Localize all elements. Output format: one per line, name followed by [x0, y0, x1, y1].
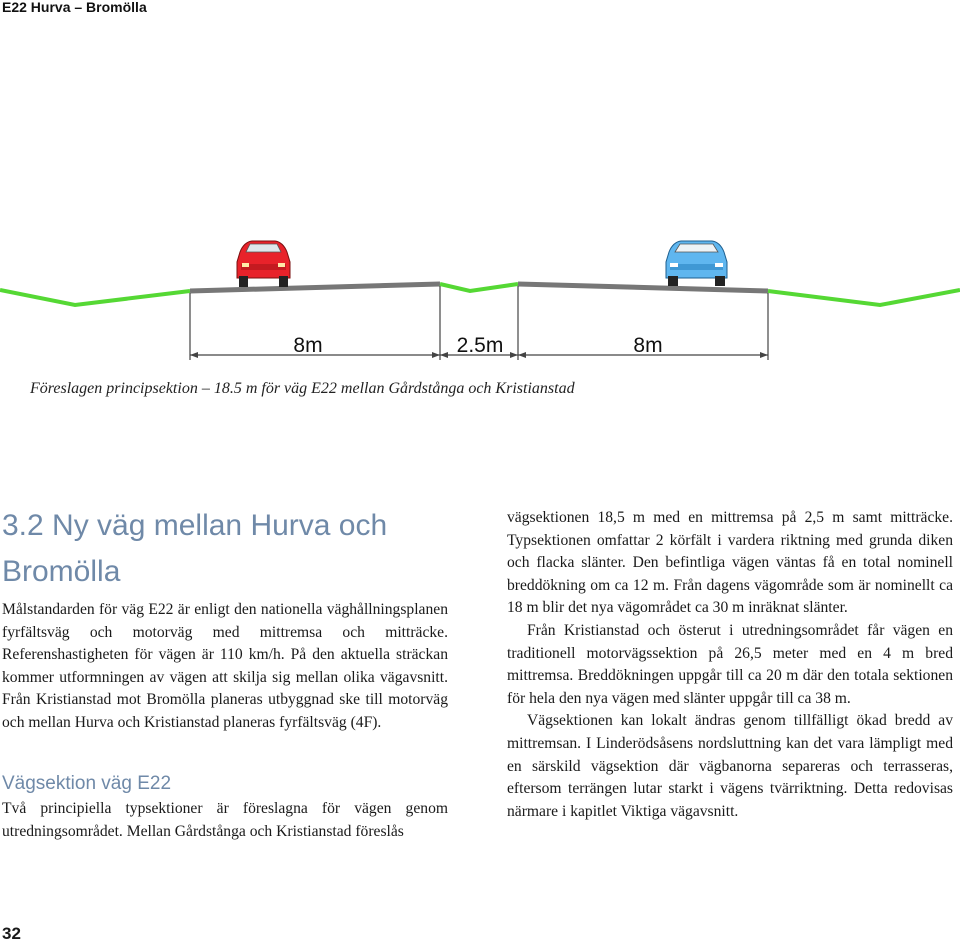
- median-grass: [440, 284, 518, 291]
- figure-caption: Föreslagen principsektion – 18.5 m för väg E22 mellan Gårdstånga och Kristianstad: [30, 380, 575, 397]
- right-grass-slope: [768, 290, 960, 305]
- red-car-icon: [237, 241, 290, 287]
- left-carriageway: [190, 284, 440, 291]
- road-cross-section-figure: [0, 190, 960, 360]
- blue-car-icon: [666, 241, 727, 286]
- running-header: E22 Hurva – Bromölla: [2, 0, 147, 15]
- dimension-label-median: 2.5m: [456, 334, 504, 357]
- section-heading: 3.2 Ny väg mellan Hurva och Bromölla: [2, 509, 388, 588]
- left-column-section: [2, 798, 448, 843]
- left-column-intro: [2, 599, 448, 735]
- right-column: [507, 507, 953, 823]
- paragraph-type-sections: Två principiella typsektioner är föreslagna för vägen genom utredningsområdet. Mellan Gårdstånga och Kristianstad föreslås: [2, 800, 448, 840]
- left-grass-slope: [0, 290, 190, 305]
- dimension-label-right: 8m: [633, 334, 663, 357]
- page-number: 32: [2, 924, 21, 943]
- dimension-label-left: 8m: [293, 334, 323, 357]
- paragraph-local-changes: Vägsektionen kan lokalt ändras genom tillfälligt ökad bredd av mittremsan. I Linderödsåsens nordsluttning kan det vara lämpligt med en särskild vägsektion där vägbanorna separeras och terrasseras, eftersom terrängen lutar starkt i vägens tvärriktning. Detta redovisas närmare i kapitlet Viktiga vägavsnitt.: [507, 712, 953, 820]
- paragraph-standard: Målstandarden för väg E22 är enligt den nationella väghållningsplanen fyrfältsväg och motorväg med mittremsa och mitträcke. Referenshastigheten för vägen är 110 km/h. På den aktuella sträckan kommer utformningen av vägen att skilja sig mellan olika vägavsnitt. Från Kristianstad mot Bromölla planeras utbyggnad ske till motorväg och mellan Hurva och Kristianstad planeras fyrfältsväg (4F).: [2, 601, 448, 731]
- paragraph-road-section-width: vägsektionen 18,5 m med en mittremsa på 2,5 m samt mitträcke. Typsektionen omfattar 2 körfält i vardera riktning med grunda diken och flacka slänter. Den befintliga vägen väntas få en total nominell breddökning om ca 12 m. Från dagens vägområde som är nominellt ca 18 m blir det nya vägområdet ca 30 m inräknat slänter.: [507, 509, 953, 617]
- paragraph-motorway-section: Från Kristianstad och österut i utredningsområdet får vägen en traditionell motorvägssektion på 26,5 meter med en 4 m bred mittremsa. Breddökningen uppgår till ca 20 m där den totala sektionen för hela den nya vägen med slänter uppgår till ca 38 m.: [507, 621, 953, 707]
- right-carriageway: [518, 284, 768, 291]
- subheading-road-section: Vägsektion väg E22: [2, 773, 172, 794]
